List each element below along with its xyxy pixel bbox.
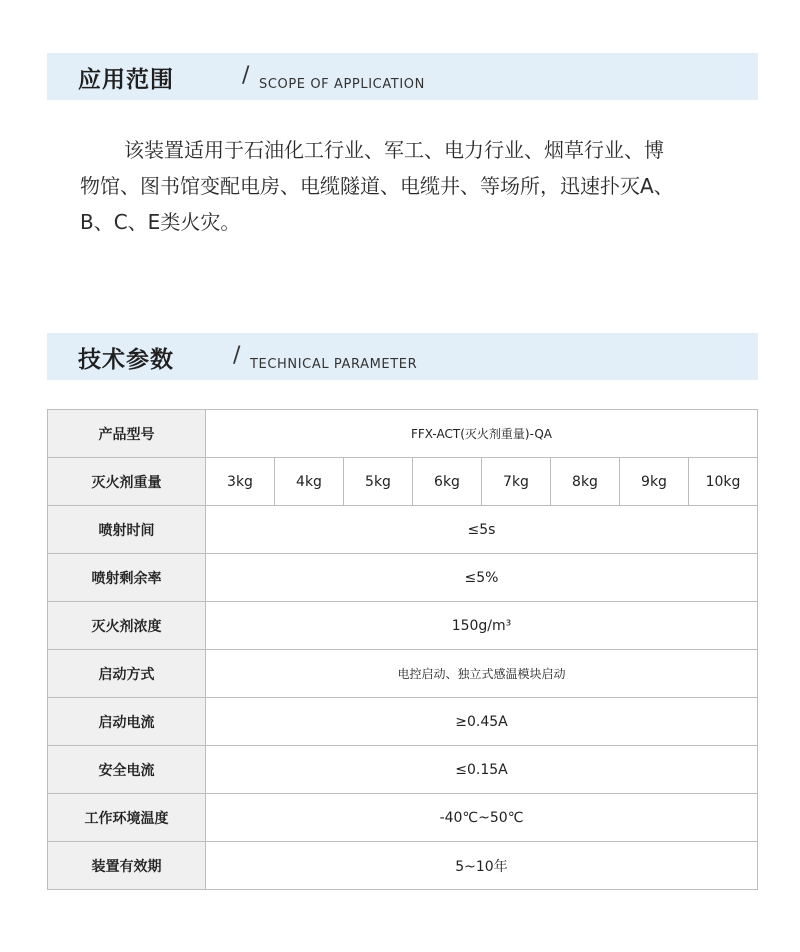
row-value: 5~10年	[206, 842, 758, 890]
table-row	[48, 698, 758, 746]
row-value: ≥0.45A	[206, 698, 758, 746]
row-label: 喷射时间	[48, 506, 206, 554]
row-value: ≤5s	[206, 506, 758, 554]
table-row	[48, 506, 758, 554]
table-row	[48, 746, 758, 794]
paragraph-line: 物馆、图书馆变配电房、电缆隧道、电缆井、等场所，迅速扑灭A、	[80, 174, 674, 198]
row-label: 安全电流	[48, 746, 206, 794]
weight-cell: 5kg	[344, 458, 413, 506]
row-value: 电控启动、独立式感温模块启动	[206, 650, 758, 698]
row-value: FFX-ACT(灭火剂重量)-QA	[206, 410, 758, 458]
scope-paragraph	[80, 132, 730, 240]
row-label: 启动电流	[48, 698, 206, 746]
section-title-zh: 应用范围	[78, 67, 174, 93]
weight-cell: 3kg	[206, 458, 275, 506]
title-divider-slash: /	[233, 343, 241, 368]
row-label: 启动方式	[48, 650, 206, 698]
row-value: ≤5%	[206, 554, 758, 602]
table-row	[48, 842, 758, 890]
row-value: -40℃~50℃	[206, 794, 758, 842]
table-row	[48, 458, 758, 506]
row-label: 灭火剂重量	[48, 458, 206, 506]
row-label: 产品型号	[48, 410, 206, 458]
section-header-scope	[47, 53, 758, 100]
table-row	[48, 554, 758, 602]
row-label: 喷射剩余率	[48, 554, 206, 602]
row-value: 150g/m³	[206, 602, 758, 650]
table-row	[48, 650, 758, 698]
paragraph-line: 该装置适用于石油化工行业、军工、电力行业、烟草行业、博	[124, 138, 664, 162]
section-title-en: TECHNICAL PARAMETER	[250, 357, 418, 372]
weight-cell: 10kg	[689, 458, 758, 506]
section-title-en: SCOPE OF APPLICATION	[259, 77, 425, 92]
weight-cell: 6kg	[413, 458, 482, 506]
table-row	[48, 794, 758, 842]
weight-cell: 7kg	[482, 458, 551, 506]
technical-parameter-table	[47, 409, 758, 890]
row-label: 工作环境温度	[48, 794, 206, 842]
weight-cell: 9kg	[620, 458, 689, 506]
row-label: 灭火剂浓度	[48, 602, 206, 650]
weight-cell: 8kg	[551, 458, 620, 506]
table-row	[48, 410, 758, 458]
section-header-technical	[47, 333, 758, 380]
row-value: ≤0.15A	[206, 746, 758, 794]
section-title-zh: 技术参数	[78, 347, 174, 373]
table-row	[48, 602, 758, 650]
paragraph-line: B、C、E类火灾。	[80, 210, 241, 234]
weight-cell: 4kg	[275, 458, 344, 506]
title-divider-slash: /	[242, 63, 250, 88]
row-label: 装置有效期	[48, 842, 206, 890]
